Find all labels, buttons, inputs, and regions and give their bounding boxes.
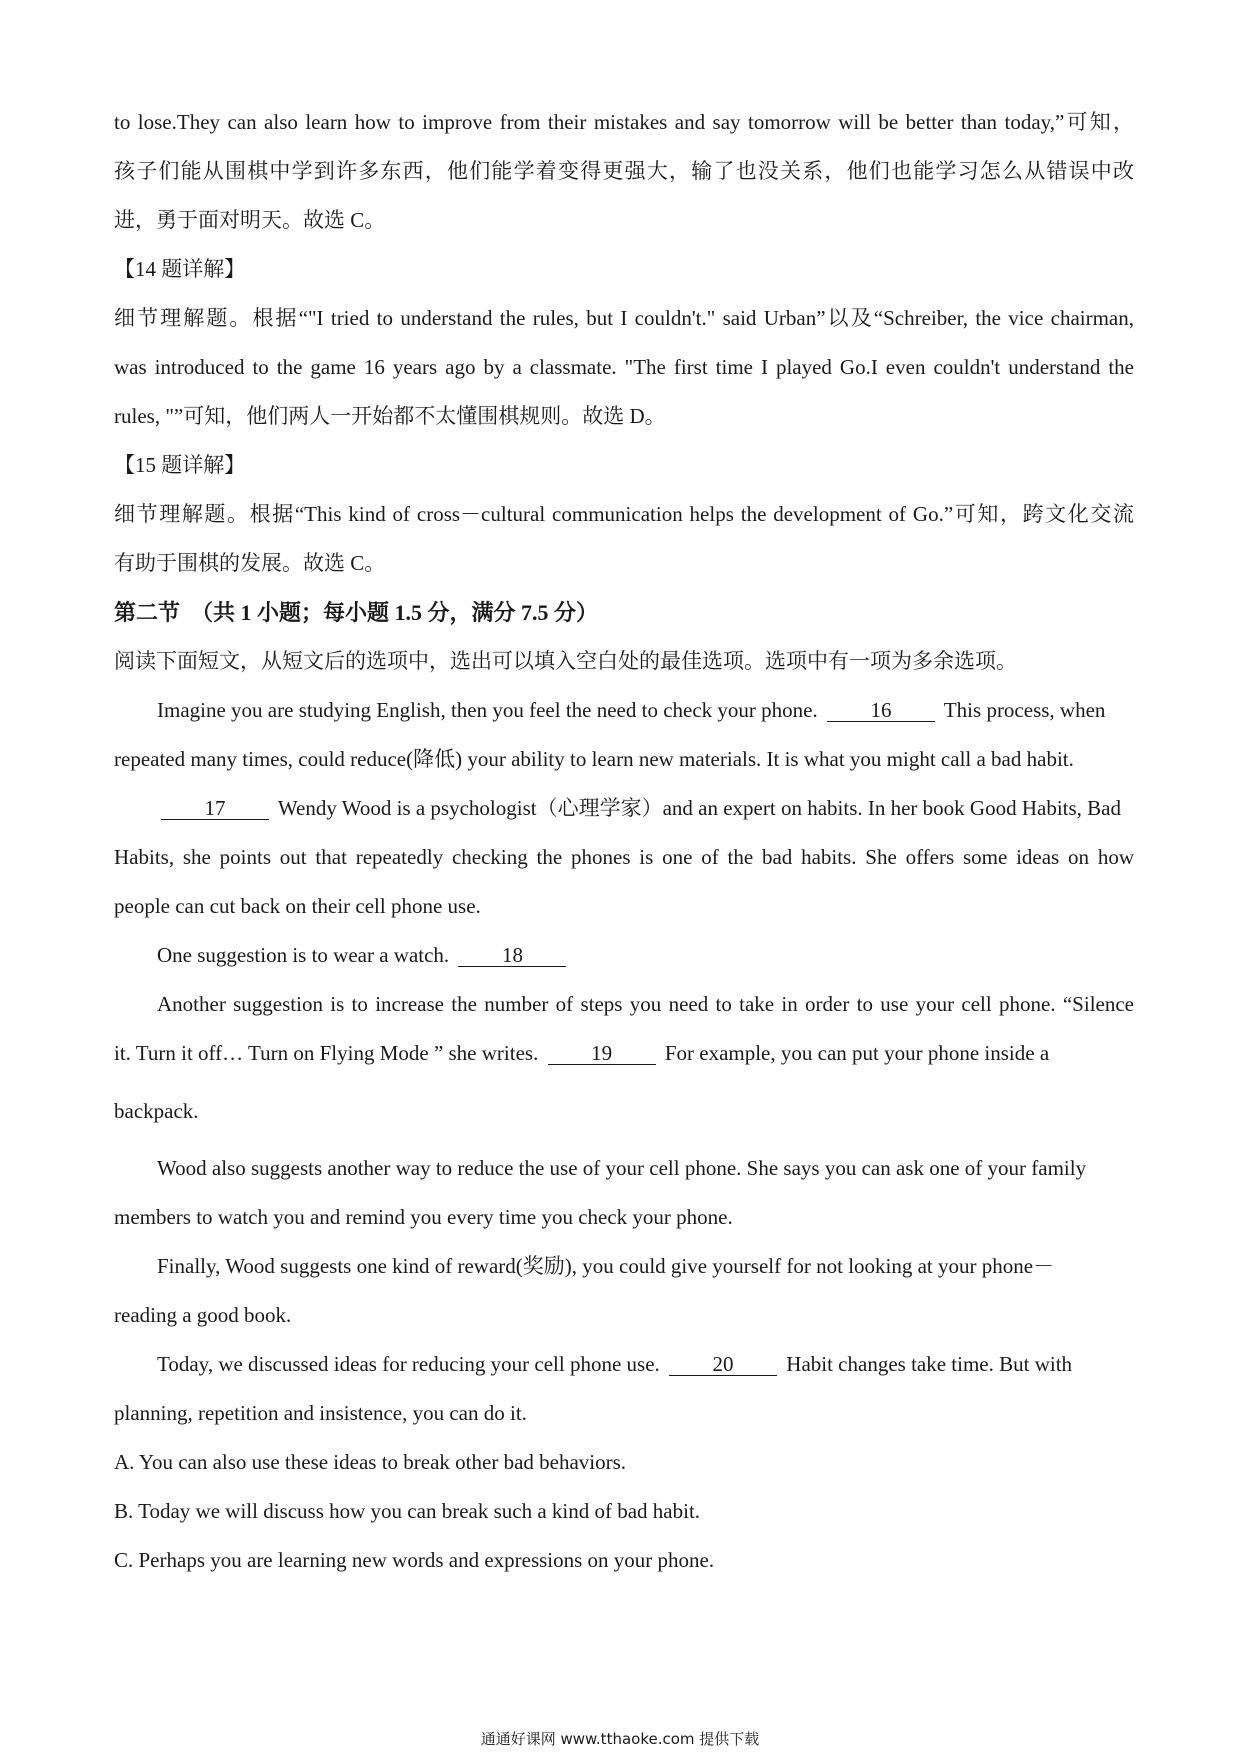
passage-text: This process, when xyxy=(943,698,1106,722)
document-page xyxy=(114,98,1134,1585)
passage-para-7-line-2: planning, repetition and insistence, you can do it. xyxy=(114,1401,527,1425)
passage-text: it. Turn it off… Turn on Flying Mode ” she writes. xyxy=(114,1041,539,1065)
q15-heading: 【15 题详解】 xyxy=(114,453,246,477)
page-footer: 通通好课网 www.tthaoke.com 提供下载 xyxy=(480,1730,760,1748)
section-two-heading: 第二节 （共 1 小题；每小题 1.5 分，满分 7.5 分） xyxy=(114,600,599,625)
passage-para-2-line-2: Habits, she points out that repeatedly checking the phones is one of the bad habits. She offers some ideas on how xyxy=(114,845,1134,869)
blank-17: 17 xyxy=(161,797,269,820)
q15-line-1: 细节理解题。根据“This kind of cross－cultural communication helps the development of Go.”可知，跨文化交流 xyxy=(114,502,1134,526)
passage-para-1-line-2: repeated many times, could reduce(降低) your ability to learn new materials. It is what you might call a bad habit. xyxy=(114,747,1074,771)
q14-line-1: 细节理解题。根据“"I tried to understand the rules, but I couldn't." said Urban”以及“Schreiber, the vice chairman, xyxy=(114,306,1134,330)
option-b: B. Today we will discuss how you can break such a kind of bad habit. xyxy=(114,1499,701,1523)
prev-explanation-line-3: 进，勇于面对明天。故选 C。 xyxy=(114,208,386,232)
passage-text: One suggestion is to wear a watch. xyxy=(157,943,450,967)
q14-heading: 【14 题详解】 xyxy=(114,257,246,281)
prev-explanation-line-1: to lose.They can also learn how to improve from their mistakes and say tomorrow will be better than today,”可知， xyxy=(114,110,1134,134)
passage-para-7-line-1 xyxy=(114,1340,1134,1389)
passage-para-3-line-1 xyxy=(114,931,1134,980)
passage-para-2-line-3: people can cut back on their cell phone use. xyxy=(114,894,481,918)
option-c: C. Perhaps you are learning new words and expressions on your phone. xyxy=(114,1548,715,1572)
blank-20: 20 xyxy=(669,1353,777,1376)
q15-line-2: 有助于围棋的发展。故选 C。 xyxy=(114,551,386,575)
passage-para-4-line-2 xyxy=(114,1029,1134,1078)
q14-line-2: was introduced to the game 16 years ago by a classmate. "The first time I played Go.I even couldn't understand the xyxy=(114,355,1134,379)
option-a: A. You can also use these ideas to break other bad behaviors. xyxy=(114,1450,627,1474)
passage-para-6-line-2: reading a good book. xyxy=(114,1303,292,1327)
section-two-instruction: 阅读下面短文，从短文后的选项中，选出可以填入空白处的最佳选项。选项中有一项为多余选项。 xyxy=(114,649,1017,673)
passage-text: Imagine you are studying English, then you feel the need to check your phone. xyxy=(157,698,818,722)
passage-text: Today, we discussed ideas for reducing your cell phone use. xyxy=(157,1352,660,1376)
passage-para-4-line-3: backpack. xyxy=(114,1099,199,1123)
blank-16: 16 xyxy=(827,699,935,722)
blank-19: 19 xyxy=(548,1042,656,1065)
passage-text: Wendy Wood is a psychologist（心理学家）and an expert on habits. In her book Good Habits, Bad xyxy=(277,796,1121,820)
passage-para-6-line-1: Finally, Wood suggests one kind of reward(奖励), you could give yourself for not looking at your phone－ xyxy=(157,1254,1055,1278)
passage-text: Habit changes take time. But with xyxy=(786,1352,1073,1376)
passage-para-5-line-1: Wood also suggests another way to reduce the use of your cell phone. She says you can ask one of your family xyxy=(157,1156,1087,1180)
q14-line-3: rules, "”可知，他们两人一开始都不太懂围棋规则。故选 D。 xyxy=(114,404,666,428)
passage-para-1-line-1 xyxy=(114,686,1134,735)
blank-18: 18 xyxy=(458,944,566,967)
prev-explanation-line-2: 孩子们能从围棋中学到许多东西，他们能学着变得更强大，输了也没关系，他们也能学习怎么从错误中改 xyxy=(114,159,1134,183)
passage-text: For example, you can put your phone inside a xyxy=(664,1041,1050,1065)
passage-para-2-line-1 xyxy=(114,784,1134,833)
passage-para-4-line-1: Another suggestion is to increase the number of steps you need to take in order to use your cell phone. “Silence xyxy=(157,992,1134,1016)
passage-para-5-line-2: members to watch you and remind you every time you check your phone. xyxy=(114,1205,733,1229)
